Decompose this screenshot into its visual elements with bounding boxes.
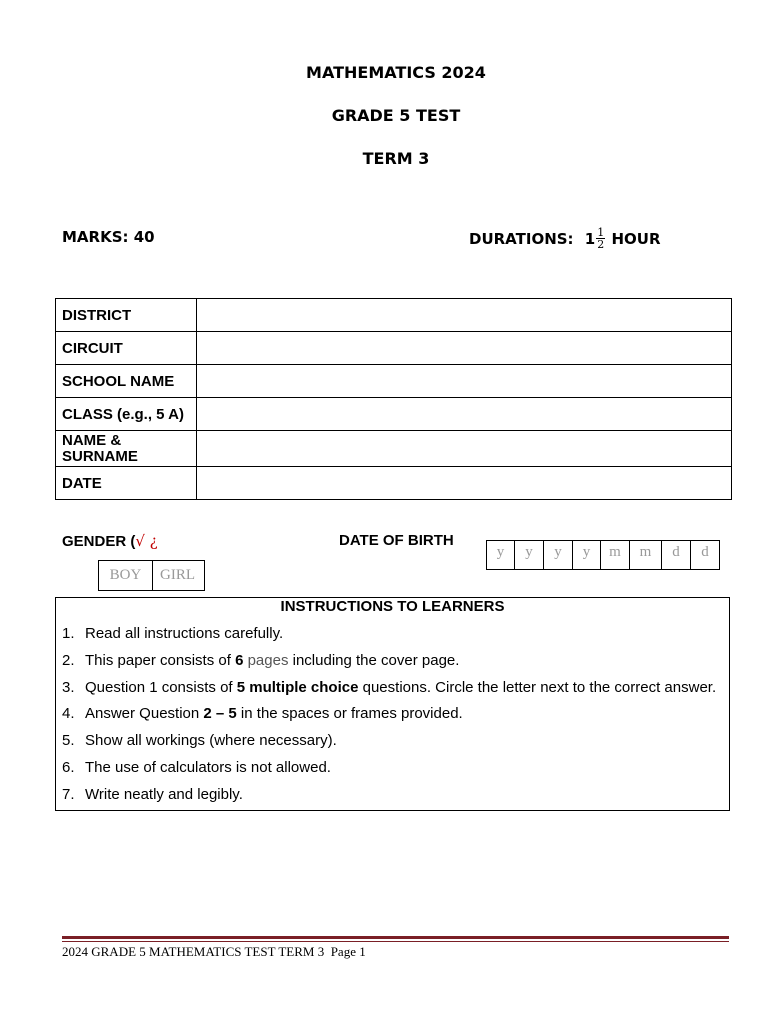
table-row <box>56 398 732 431</box>
dob-year-cell[interactable]: y <box>515 541 544 569</box>
dob-year-cell[interactable]: y <box>487 541 515 569</box>
dob-year-cell[interactable]: y <box>544 541 573 569</box>
page-number: Page 1 <box>330 944 366 959</box>
fraction-numerator: 1 <box>597 226 605 239</box>
table-row <box>56 467 732 500</box>
page-footer <box>62 944 366 960</box>
instructions-title: INSTRUCTIONS TO LEARNERS <box>280 598 505 615</box>
tick-mark-icon: √ ¿ <box>135 532 158 550</box>
district-field[interactable] <box>197 299 732 332</box>
gender-option-boy[interactable]: BOY <box>98 560 153 591</box>
school-name-field[interactable] <box>197 365 732 398</box>
dob-day-cell[interactable]: d <box>701 544 709 560</box>
duration-whole: 1 <box>584 230 596 248</box>
gender-option-girl[interactable]: GIRL <box>151 560 205 591</box>
district-label: DISTRICT <box>56 299 197 332</box>
duration-fraction <box>596 227 605 250</box>
duration-unit: HOUR <box>611 230 661 248</box>
table-row <box>56 332 732 365</box>
gender-label-text: GENDER ( <box>62 533 136 550</box>
fraction-denominator: 2 <box>597 238 605 251</box>
title-term: TERM 3 <box>362 149 430 168</box>
circuit-label: CIRCUIT <box>56 332 197 365</box>
dob-month-cell[interactable]: m <box>601 541 630 569</box>
instruction-item: 4. Answer Question 2 – 5 in the spaces or frames provided. <box>62 705 463 722</box>
class-label: CLASS (e.g., 5 A) <box>56 398 197 431</box>
footer-text: 2024 GRADE 5 MATHEMATICS TEST TERM 3 <box>62 944 325 959</box>
table-row <box>56 365 732 398</box>
dob-year-cell[interactable]: y <box>573 541 601 569</box>
title-grade: GRADE 5 TEST <box>331 106 461 125</box>
instruction-item: 3. Question 1 consists of 5 multiple choice questions. Circle the letter next to the correct answer. <box>62 679 717 696</box>
dob-month-cell[interactable]: m <box>630 541 662 569</box>
instruction-item: 5. Show all workings (where necessary). <box>62 732 337 749</box>
instruction-item: 1. Read all instructions carefully. <box>62 625 284 642</box>
name-surname-label: NAME & SURNAME <box>56 431 197 467</box>
table-row <box>56 431 732 467</box>
instruction-item: 7. Write neatly and legibly. <box>62 786 243 803</box>
learner-info-table <box>55 298 732 500</box>
title-subject: MATHEMATICS 2024 <box>306 63 486 82</box>
class-field[interactable] <box>197 398 732 431</box>
table-row <box>56 299 732 332</box>
date-of-birth-field[interactable] <box>486 540 720 570</box>
instruction-item: 2. This paper consists of 6 pages including the cover page. <box>62 652 460 669</box>
instructions-box <box>55 597 730 811</box>
instruction-item: 6. The use of calculators is not allowed. <box>62 759 331 776</box>
date-field[interactable] <box>197 467 732 500</box>
gender-label <box>62 532 158 550</box>
circuit-field[interactable] <box>197 332 732 365</box>
duration <box>469 228 661 251</box>
duration-label: DURATIONS: <box>469 230 574 248</box>
date-label: DATE <box>56 467 197 500</box>
footer-rule <box>62 936 729 939</box>
footer-rule <box>62 941 729 942</box>
name-surname-field[interactable] <box>197 431 732 467</box>
date-of-birth-label: DATE OF BIRTH <box>339 532 454 549</box>
school-name-label: SCHOOL NAME <box>56 365 197 398</box>
dob-day-cell[interactable]: d <box>662 541 691 569</box>
marks-label: MARKS: 40 <box>62 228 155 246</box>
